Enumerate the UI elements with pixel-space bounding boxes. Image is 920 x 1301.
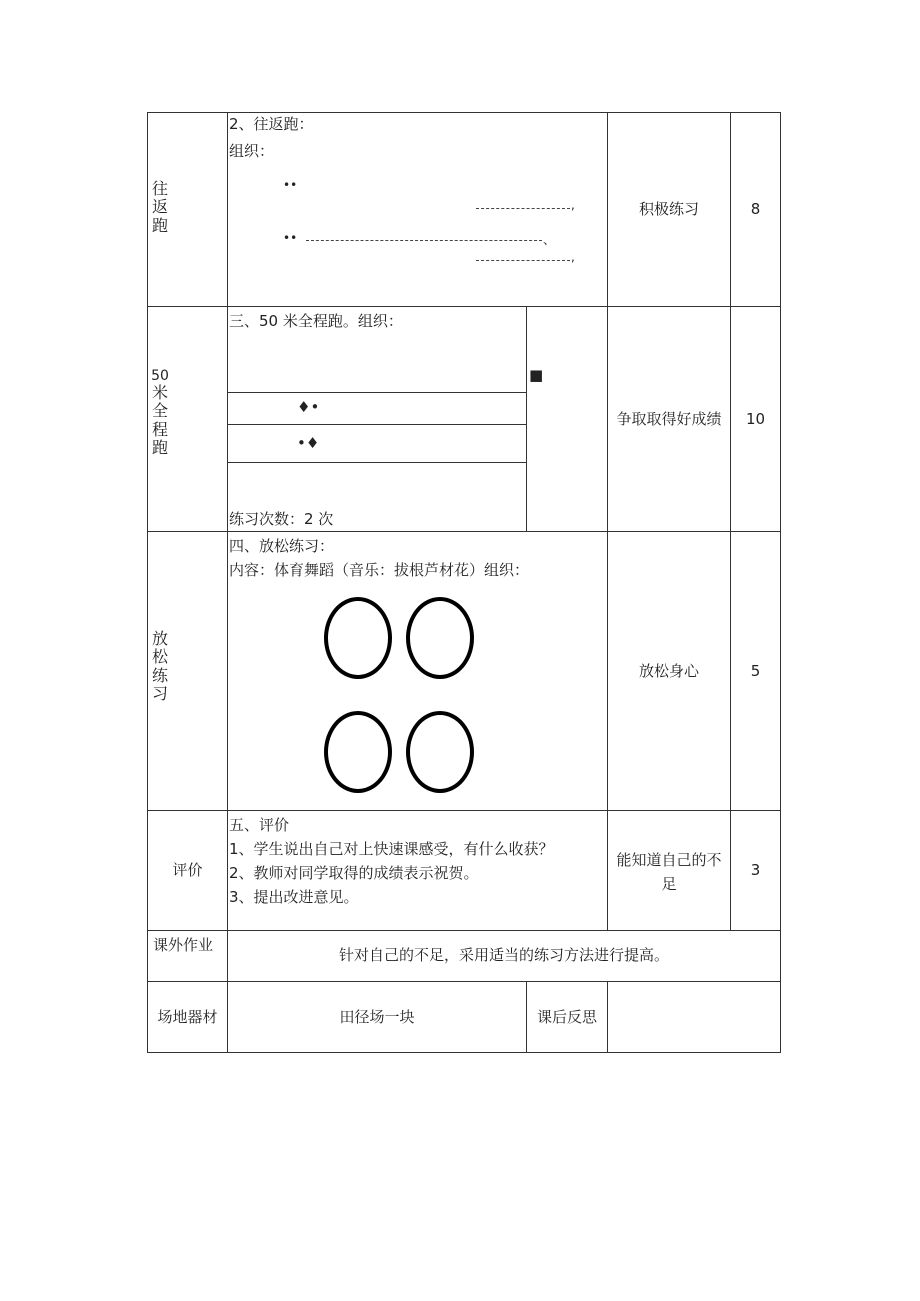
return-path-line xyxy=(476,260,570,261)
evaluation-item: 1、学生说出自己对上快速课感受，有什么收获？ xyxy=(229,840,554,858)
row1-heading: 2、往返跑： xyxy=(229,115,314,133)
venue-content: 田径场一块 xyxy=(339,1008,415,1026)
row2-minutes: 10 xyxy=(745,410,766,428)
column-divider xyxy=(227,112,228,1053)
table-right-border xyxy=(780,112,781,1053)
row-divider xyxy=(147,306,781,307)
reflection-label: 课后反思 xyxy=(536,1008,597,1026)
row-divider xyxy=(147,981,781,982)
practice-count: 练习次数：2 次 xyxy=(229,510,334,528)
path-end-mark: , xyxy=(571,250,575,264)
lane-line xyxy=(227,462,526,463)
evaluation-item: 2、教师对同学取得的成绩表示祝贺。 xyxy=(229,864,479,882)
formation-circle xyxy=(324,597,392,679)
evaluation-item: 3、提出改进意见。 xyxy=(229,888,359,906)
run-path-line xyxy=(306,240,542,241)
row3-content: 内容：体育舞蹈（音乐：拔根芦材花）组织： xyxy=(229,561,530,579)
row1-requirement: 积极练习 xyxy=(638,200,699,218)
column-divider xyxy=(607,112,608,931)
row3-heading: 四、放松练习： xyxy=(229,537,335,555)
venue-label: 场地器材 xyxy=(157,1008,218,1026)
row1-organization-label: 组织： xyxy=(229,142,275,160)
row4-requirement-line1: 能知道自己的不 xyxy=(616,851,722,869)
runner-dots: •• xyxy=(283,178,298,192)
row3-side-label: 放 松 练 习 xyxy=(151,629,168,704)
row1-minutes: 8 xyxy=(750,200,761,218)
formation-circle xyxy=(324,711,392,793)
row2-heading: 三、50 米全程跑。组织： xyxy=(229,312,403,330)
homework-content: 针对自己的不足，采用适当的练习方法进行提高。 xyxy=(338,946,669,964)
row3-requirement: 放松身心 xyxy=(638,662,699,680)
row-divider xyxy=(147,810,781,811)
lane2-runners: •♦ xyxy=(297,434,320,452)
table-left-border xyxy=(147,112,148,1053)
runner-dots: •• xyxy=(283,231,298,245)
lane-line xyxy=(227,392,526,393)
row2-requirement: 争取取得好成绩 xyxy=(616,410,722,428)
row1-side-label: 往 返 跑 xyxy=(151,179,168,235)
row4-heading: 五、评价 xyxy=(229,816,290,834)
column-divider xyxy=(730,112,731,931)
row4-requirement-line2: 足 xyxy=(661,875,677,893)
formation-circle xyxy=(406,597,474,679)
lane-line xyxy=(227,424,526,425)
formation-circle xyxy=(406,711,474,793)
row3-minutes: 5 xyxy=(750,662,761,680)
path-end-mark: , xyxy=(571,198,575,212)
row-divider xyxy=(147,531,781,532)
lane1-runners: ♦• xyxy=(297,398,320,416)
row2-side-label: 50 米 全 程 跑 xyxy=(151,368,169,458)
finish-marker: ■ xyxy=(529,366,544,384)
path-end-mark: 、 xyxy=(543,233,556,247)
column-divider xyxy=(607,981,608,1053)
row4-side-label: 评价 xyxy=(172,861,203,879)
homework-label: 课外作业 xyxy=(153,936,214,954)
row4-minutes: 3 xyxy=(750,861,761,879)
return-path-line xyxy=(476,208,570,209)
reflection-content[interactable] xyxy=(612,1008,776,1028)
table-bottom-border xyxy=(147,1052,781,1053)
row-divider xyxy=(147,930,781,931)
table-top-border xyxy=(147,112,781,113)
column-divider xyxy=(526,306,527,532)
